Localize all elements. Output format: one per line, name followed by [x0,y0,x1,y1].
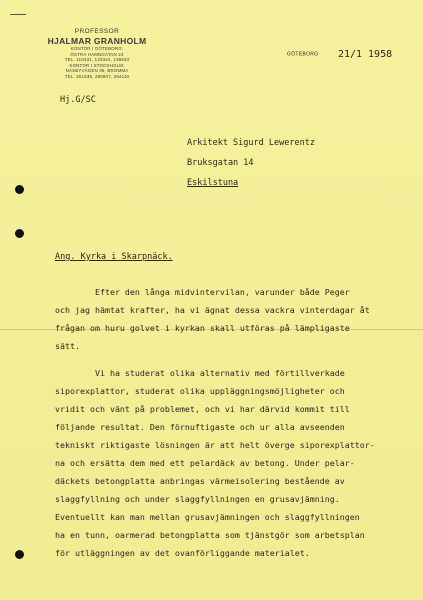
body-line: siporexplattor, studerat olika uppläggningsmöjligheter och [55,386,345,396]
reference-code: Hj.G/SC [60,95,96,105]
punch-hole [15,550,24,559]
body-line: vridit och vänt på problemet, och vi har därvid kommit till [55,404,350,414]
punch-hole [15,229,24,238]
recipient-street: Bruksgatan 14 [187,158,254,168]
body-line: Vi ha studerat olika alternativ med förtillverkade [55,368,345,378]
letterhead-line: NÄSBYVÄGEN 36, BROMMA [65,68,129,74]
body-line: Eventuellt kan man mellan grusavjämningen och slaggfyllningen [55,512,360,522]
body-line: Efter den långa midvintervilan, varunder både Peger [55,287,350,297]
body-line: sätt. [55,341,80,351]
punch-hole [15,185,24,194]
letterhead-line: KONTOR I GÖTEBORG: [70,46,124,51]
place: GÖTEBORG [287,51,319,58]
body-line: följande resultat. Den förnuftigaste och ur alla avseenden [55,422,345,432]
paragraph-1 [55,283,415,355]
recipient-name: Arkitekt Sigurd Lewerentz [187,138,315,148]
body-line: och jag hämtat krafter, ha vi ägnat dessa vackra vinterdagar åt [55,305,370,315]
body-line: däckets betongplatta anbringas värmeisolering bestående av [55,476,345,486]
letterhead-line: TEL. 261535, 260907, 264110 [64,73,130,79]
letterhead-line: KONTOR I STOCKHOLM: [69,62,125,68]
body-line: frågan om huru golvet i kyrkan skall utföras på lämpligaste [55,323,350,333]
dateline [287,44,392,63]
letterhead [42,28,152,80]
body-line: slaggfyllning och under slaggfyllningen en grusavjämning. [55,494,340,504]
subject-line: Ang. Kyrka i Skarpnäck. [55,252,173,262]
letterhead-line: TEL. 110431, 133344, 136643 [64,57,130,63]
paragraph-2 [55,364,415,562]
date: 21/1 1958 [337,49,393,60]
letterhead-name: HJALMAR GRANHOLM [47,36,147,46]
corner-mark [10,14,26,15]
letterhead-title: PROFESSOR [74,28,120,35]
body-line: ha en tunn, oarmerad betongplatta som tjänstgör som arbetsplan [55,530,365,540]
letterhead-line: ÖSTRA HAMNGATAN 24 [70,51,124,57]
recipient-city: Eskilstuna [187,178,239,188]
body-line: tekniskt riktigaste lösningen är att helt överge siporexplattor- [55,440,375,450]
body-line: na och ersätta dem med ett pelardäck av betong. Under pelar- [55,458,355,468]
body-line: för utläggningen av det ovanförliggande materialet. [55,548,310,558]
